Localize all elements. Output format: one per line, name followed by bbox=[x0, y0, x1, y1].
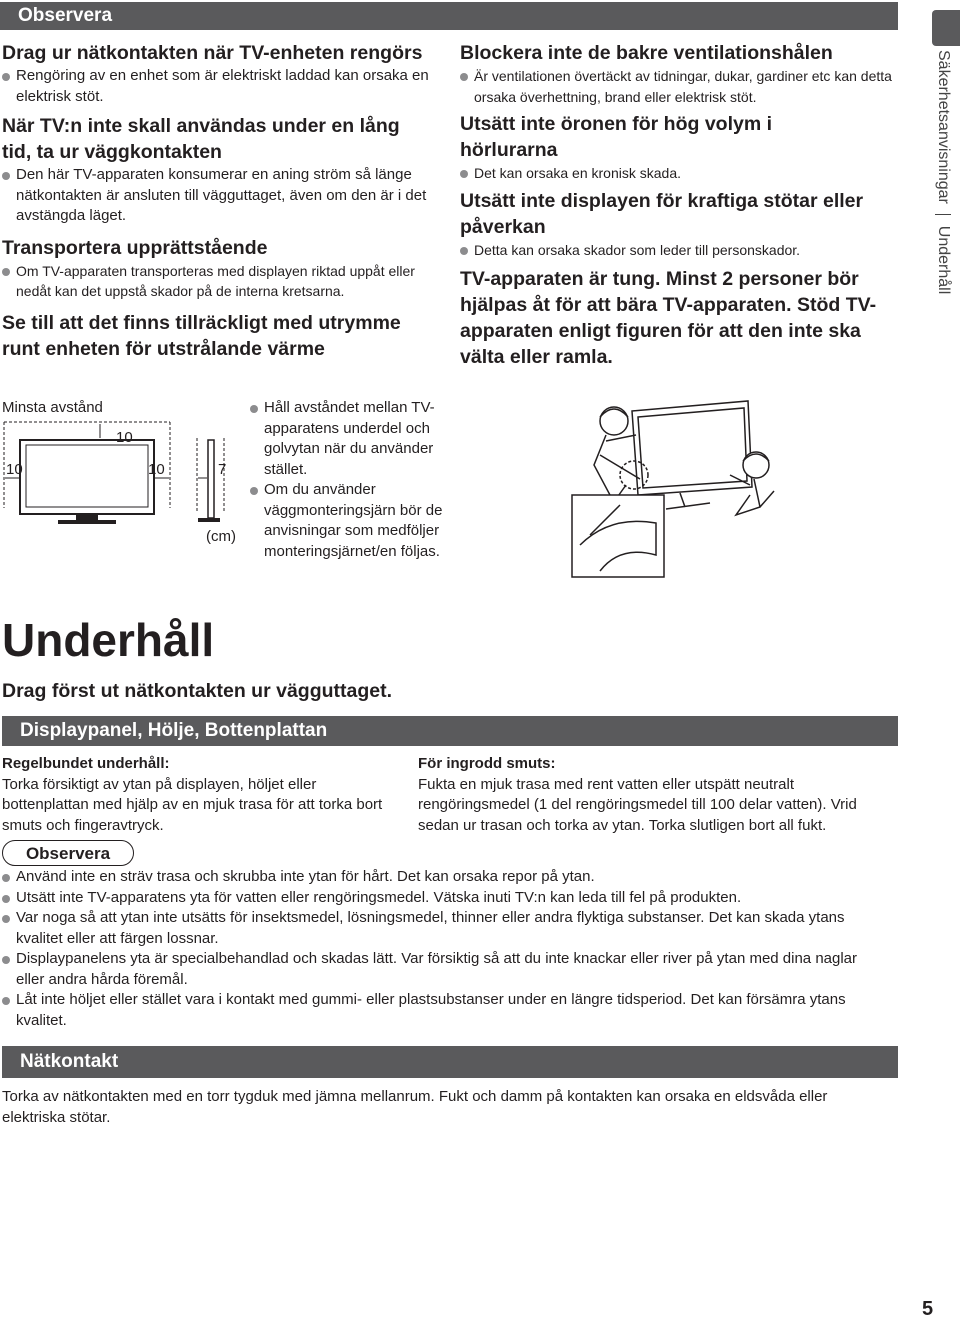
bullet-transport-upright: Om TV-apparaten transporteras med displayen riktad uppåt eller nedåt kan det uppstå skador på de interna kretsarna. bbox=[2, 261, 446, 302]
heading-ventilation-space: Se till att det finns tillräckligt med utrymme runt enheten för utstrålande värme bbox=[2, 311, 401, 360]
heading-tv-heavy: TV-apparaten är tung. Minst 2 personer bör hjälpas åt för att bära TV-apparaten. Stöd TV-apparaten enligt figuren för att den inte ska välta eller ramla. bbox=[460, 268, 877, 368]
maintenance-title: Underhåll bbox=[2, 614, 215, 666]
observera-bar-label: Observera bbox=[18, 5, 113, 26]
note-floor-clearance: Håll avståndet mellan TV-apparatens underdel och golvytan när du använder stället. bbox=[250, 398, 444, 480]
caution-item: Låt inte höljet eller stället vara i kontakt med gummi- eller plastsubstanser under en längre tidsperiod. Det kan försämra ytans kvalitet. bbox=[2, 990, 882, 1031]
caution-item: Använd inte en sträv trasa och skrubba inte ytan för hårt. Det kan orsaka repor på ytan. bbox=[2, 867, 882, 888]
diagram-unit: (cm) bbox=[206, 528, 236, 545]
page-number: 5 bbox=[922, 1298, 934, 1320]
diagram-label: Minsta avstånd bbox=[2, 399, 103, 416]
observera-bar bbox=[0, 2, 898, 30]
display-panel-bar bbox=[2, 716, 898, 746]
maintenance-intro: Drag först ut nätkontakten ur vägguttaget. bbox=[2, 680, 393, 702]
dirt-maintenance bbox=[418, 754, 888, 836]
caution-item: Var noga så att ytan inte utsätts för insektsmedel, lösningsmedel, thinner eller andra flyktiga substanser. Det kan skada ytans kvalitet eller att färgen lossnar. bbox=[2, 908, 882, 949]
heading-headphones: Utsätt inte öronen för hög volym i hörlurarna bbox=[460, 113, 773, 161]
dirt-heading: För ingrodd smuts: bbox=[418, 755, 556, 772]
side-tab-divider bbox=[935, 214, 951, 215]
note-wall-bracket: Om du använder väggmonteringsjärn bör de anvisningar som medföljer monteringsjärnet/en följas. bbox=[250, 480, 444, 562]
heading-transport-upright: Transportera upprättstående bbox=[2, 236, 268, 259]
caution-list bbox=[2, 867, 882, 1031]
bullet-unplug-cleaning: Rengöring av en enhet som är elektriskt laddad kan orsaka en elektrisk stöt. bbox=[2, 66, 446, 107]
heading-unplug-cleaning: Drag ur nätkontakten när TV-enheten rengörs bbox=[2, 42, 423, 64]
bullet-ventilation-holes: Är ventilationen övertäckt av tidningar, dukar, gardiner etc kan detta orsaka överhettning, brand eller elektrisk stöt. bbox=[460, 66, 904, 107]
heading-unplug-long-time: När TV:n inte skall användas under en lång tid, ta ur väggkontakten bbox=[2, 115, 400, 163]
carry-tv-illustration bbox=[560, 395, 790, 585]
regular-maintenance bbox=[2, 754, 402, 836]
caution-item: Displaypanelens yta är specialbehandlad och skadas lätt. Var försiktig så att du inte knackar eller river på ytan med dina naglar eller andra hårda föremål. bbox=[2, 949, 882, 990]
side-tab-text bbox=[912, 50, 952, 360]
diagram-notes bbox=[250, 398, 450, 562]
regular-heading: Regelbundet underhåll: bbox=[2, 755, 170, 772]
bullet-headphones: Det kan orsaka en kronisk skada. bbox=[460, 163, 900, 184]
display-panel-bar-label: Displaypanel, Hölje, Bottenplattan bbox=[20, 720, 328, 741]
diagram-top-value: 10 bbox=[116, 429, 133, 446]
bullet-display-impact: Detta kan orsaka skador som leder till personskador. bbox=[460, 240, 900, 261]
power-plug-bar bbox=[2, 1046, 898, 1078]
diagram-right-value: 10 bbox=[148, 461, 165, 478]
side-tab bbox=[902, 0, 960, 1327]
caution-item: Utsätt inte TV-apparatens yta för vatten eller rengöringsmedel. Vätska inuti TV:n kan leda till fel på produkten. bbox=[2, 888, 882, 909]
caution-pill: Observera bbox=[2, 840, 134, 866]
dirt-text: Fukta en mjuk trasa med rent vatten eller utspätt neutralt rengöringsmedel (1 del rengöringsmedel till 100 delar vatten). Vrid sedan ur trasan och torka av ytan. Torka slutligen bort all fukt. bbox=[418, 775, 857, 834]
side-tab-safety: Säkerhetsanvisningar bbox=[935, 50, 952, 204]
power-plug-text: Torka av nätkontakten med en torr tygduk med jämna mellanrum. Fukt och damm på kontakten kan orsaka en eldsvåda eller elektriska stötar. bbox=[2, 1088, 828, 1126]
left-column bbox=[2, 40, 442, 362]
side-tab-marker bbox=[932, 10, 960, 46]
right-column bbox=[460, 40, 900, 370]
power-plug-bar-label: Nätkontakt bbox=[20, 1051, 119, 1072]
bullet-unplug-long-time: Den här TV-apparaten konsumerar en aning ström så länge nätkontakten är ansluten till vägguttaget, även om den är i det avstängda läget. bbox=[2, 165, 444, 227]
diagram-left-value: 10 bbox=[6, 461, 23, 478]
heading-display-impact: Utsätt inte displayen för kraftiga stötar eller påverkan bbox=[460, 189, 864, 238]
diagram-side-value: 7 bbox=[218, 461, 227, 478]
heading-ventilation-holes: Blockera inte de bakre ventilationshålen bbox=[460, 42, 833, 64]
side-tab-maintenance: Underhåll bbox=[935, 225, 952, 295]
regular-text: Torka försiktigt av ytan på displayen, höljet eller bottenplattan med hjälp av en mjuk trasa för att torka bort smuts och fingeravtryck. bbox=[2, 775, 383, 834]
